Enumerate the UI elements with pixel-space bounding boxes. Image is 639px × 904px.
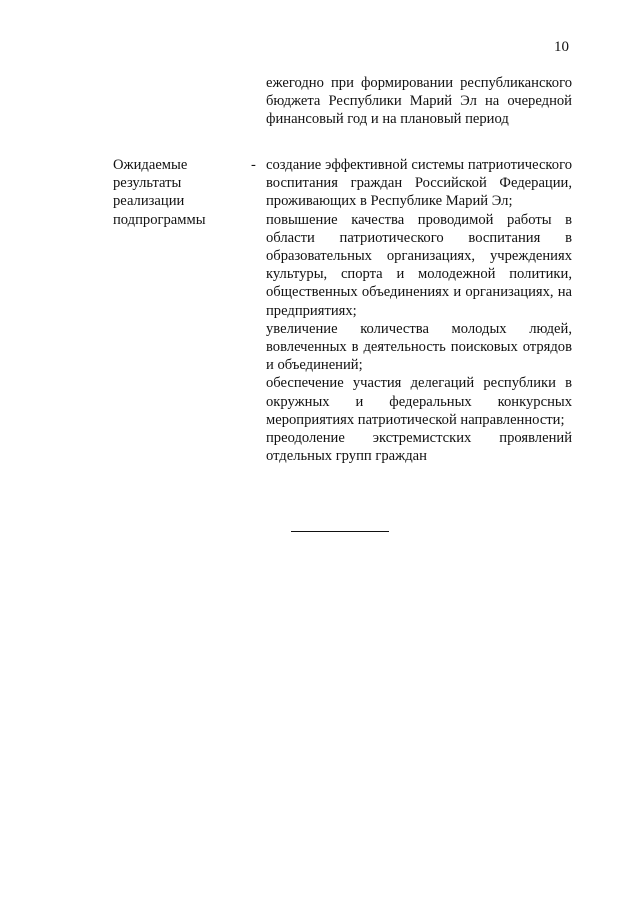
section-label-line: результаты xyxy=(113,175,182,192)
page-number: 10 xyxy=(554,39,569,55)
intro-text: ежегодно при формировании республиканского бюджета Республики Марий Эл на очередной финансовый год и на плановый период xyxy=(266,75,572,128)
end-of-document-rule xyxy=(291,531,389,532)
section-label xyxy=(113,156,233,229)
section-label-line: подпрограммы xyxy=(113,211,206,228)
expected-results-list xyxy=(266,156,572,465)
section-label-line: Ожидаемые xyxy=(113,157,188,173)
section-label-line: реализации xyxy=(113,193,185,210)
result-item: повышение качества проводимой работы в области патриотического воспитания в образовательных организациях, учреждениях культуры, спорта и молодежной политики, общественных объединениях и организациях, на предприятиях; xyxy=(266,211,572,319)
separator-dash: - xyxy=(251,157,256,173)
result-item: преодоление экстремистских проявлений отдельных групп граждан xyxy=(266,430,572,465)
intro-paragraph xyxy=(266,74,572,129)
result-item: создание эффективной системы патриотического воспитания граждан Российской Федерации, проживающих в Республике Марий Эл; xyxy=(266,157,572,210)
result-item: увеличение количества молодых людей, вовлеченных в деятельность поисковых отрядов и объединений; xyxy=(266,320,572,374)
result-item: обеспечение участия делегаций республики в окружных и федеральных конкурсных мероприятиях патриотической направленности; xyxy=(266,375,572,428)
